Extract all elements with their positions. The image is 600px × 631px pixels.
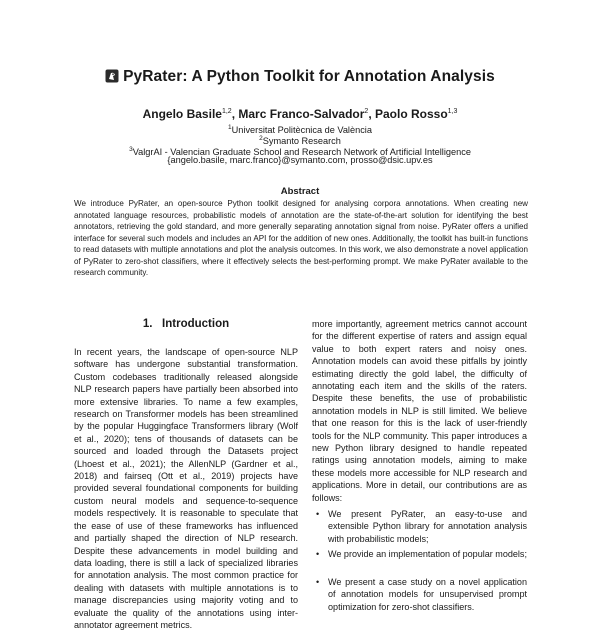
title-text: PyRater: A Python Toolkit for Annotation Analysis bbox=[123, 68, 495, 85]
abstract-text: We introduce PyRater, an open-source Python toolkit designed for analysing corpora annotations. When creating new annotated language resources, probabilistic models of annotation are the state-of-the-art solution for identifying the best annotators, retrieving the gold standard, and more generally separating annotation signal from noise. PyRater offers a unified interface for several such models and includes an API for the addition of new ones. Additionally, the toolkit has built-in functions to read datasets with multiple annotations and plot the analysis outcomes. In this work, we also demonstrate a novel application of PyRater to zero-shot classifiers, where it effectively selects the best-performing prompt. We make PyRater available to the research community. bbox=[74, 199, 528, 277]
affiliation: $^2$Symanto Research bbox=[259, 135, 341, 147]
author-list: Angelo Basile$^{1,2}$, Marc Franco-Salvador$^2$, Paolo Rosso$^{1,3}$ bbox=[142, 107, 458, 121]
paper-title bbox=[0, 68, 600, 88]
affiliation: $^3$ValgrAI - Valencian Graduate School and Research Network of Artificial Intelligence bbox=[129, 146, 471, 158]
intro-left-column: In recent years, the landscape of open-source NLP software has undergone substantial transformation. Custom codebases traditionally released alongside NLP research papers have partially been absorbed into more extensive libraries. To name a few examples, research on Transformer models has been streamlined by the popular Huggingface Transformers library (Wolf et al., 2020); tens of thousands of datasets can be sourced and loaded through the Datasets project (Lhoest et al., 2021); the AllenNLP (Gardner et al., 2018) and fairseq (Ott et al., 2019) projects have provided several foundational components for building custom neural models and sequence-to-sequence models respectively. It is reasonable to speculate that the ease of use of these frameworks has influenced and partially shaped the direction of NLP research. Despite these advancements in model building and data loading, there is still a lack of specialized libraries for annotation analysis. The most common practice for dealing with datasets with multiple annotations is to manage discrepancies using majority voting and to evaluate the quality of the annotations using inter-annotator agreement metrics. bbox=[74, 347, 298, 630]
author-name: Marc Franco-Salvador bbox=[238, 107, 365, 121]
author-affil: 1,3 bbox=[447, 108, 458, 115]
list-item: • We present PyRater, an easy-to-use and extensible Python library for annotation analysis with probabilistic models; bbox=[316, 509, 527, 544]
intro-right-column: more importantly, agreement metrics cannot account for the different expertise of raters and assign equal value to both expert raters and noisy ones. Annotation models can avoid these pitfalls by jointly estimating directly the gold label, the difficulty of annotating each item and the skills of the raters. Despite these benefits, the use of probabilistic annotation models in NLP is still limited. We believe that one reason for this is the lack of user-friendly tools for the NLP community. This paper introduces a new Python library designed to handle repeated ratings using annotation models, aiming to make these models more accessible for NLP research and applications. More in detail, our contributions are as follows: bbox=[312, 319, 527, 503]
parrot-icon bbox=[105, 69, 119, 88]
author-name: Angelo Basile bbox=[142, 107, 222, 121]
author-name: Paolo Rosso bbox=[374, 107, 448, 121]
affiliation: $^1$Universitat Politècnica de València bbox=[228, 124, 372, 136]
author-emails: {angelo.basile, marc.franco}@symanto.com, prosso@dsic.upv.es bbox=[167, 155, 433, 165]
bullet-icon: • bbox=[316, 577, 320, 587]
author-affil: 2 bbox=[364, 108, 369, 115]
bullet-icon: • bbox=[316, 549, 320, 559]
abstract-heading: Abstract bbox=[280, 186, 320, 197]
list-item: • We present a case study on a novel application of annotation models for unsupervised prompt optimization for zero-shot classifiers. bbox=[316, 577, 527, 612]
section-heading: 1. Introduction bbox=[142, 318, 230, 330]
list-item: • We provide an implementation of popular models; bbox=[316, 549, 527, 559]
bullet-icon: • bbox=[316, 509, 320, 519]
author-affil: 1,2 bbox=[221, 108, 232, 115]
